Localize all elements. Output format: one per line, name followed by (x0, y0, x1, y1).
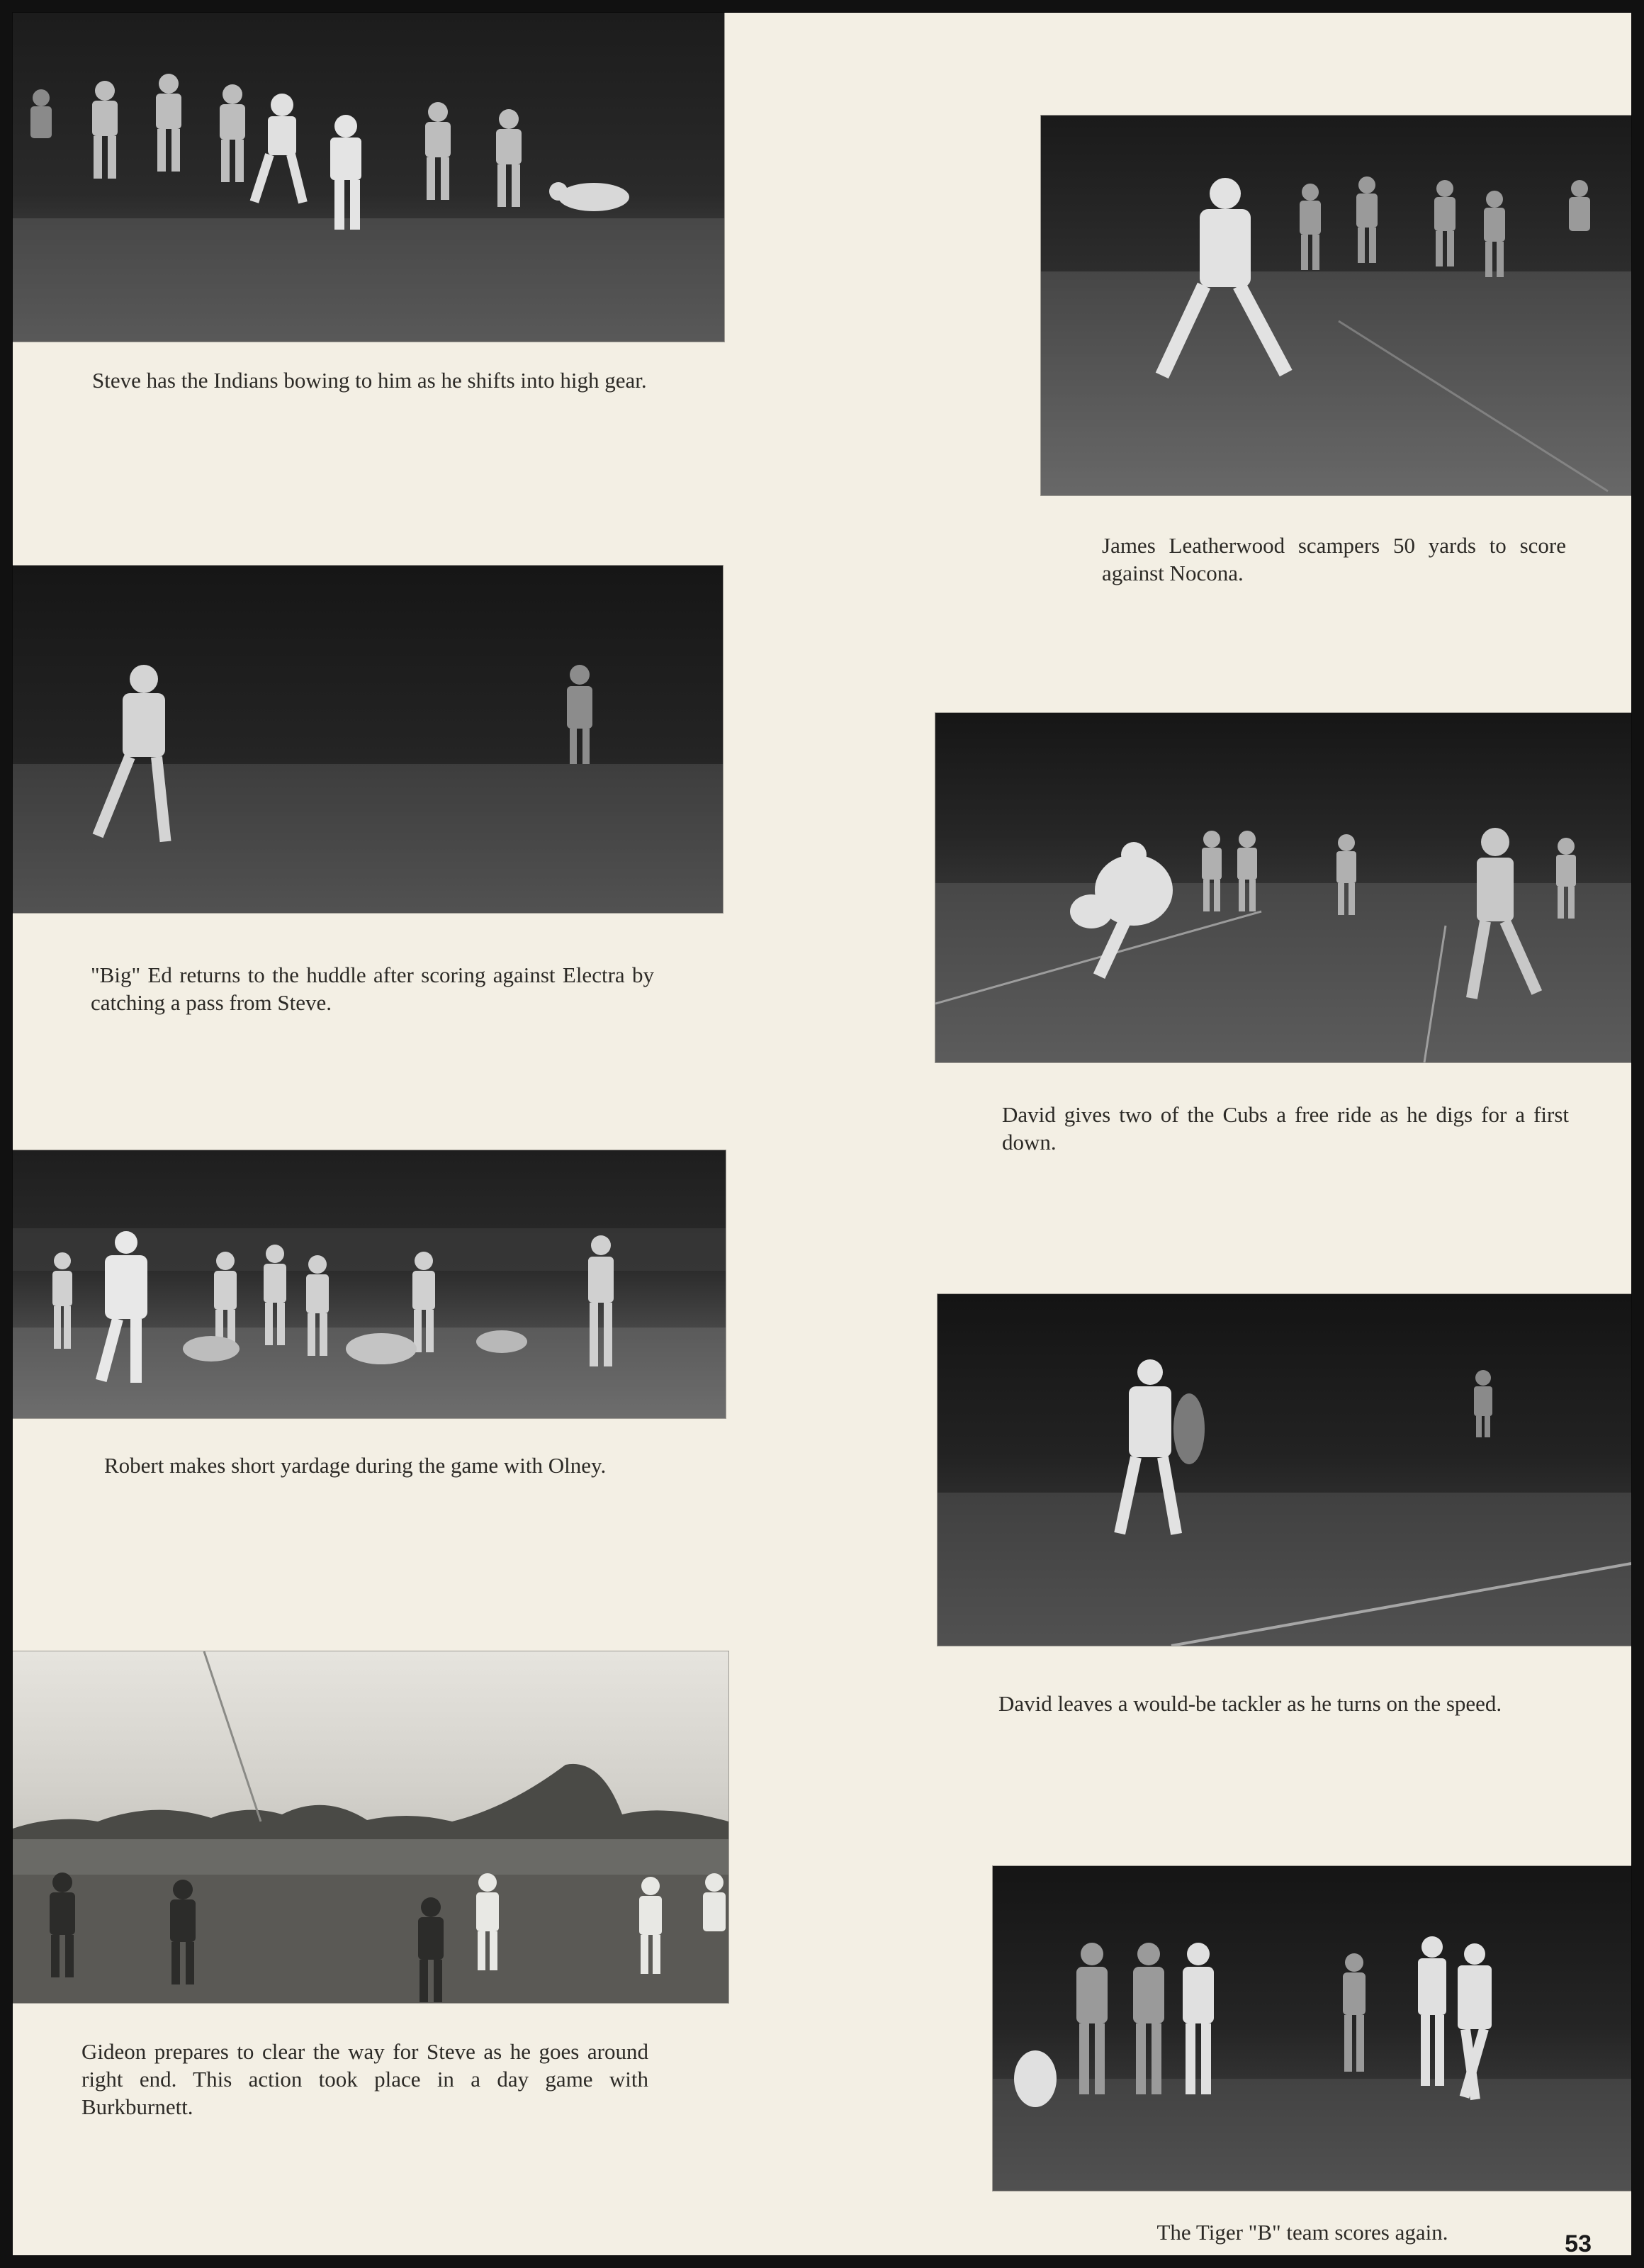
caption-photo-2: "Big" Ed returns to the huddle after scoring against Electra by catching a pass from Steve. (91, 962, 654, 1015)
photo-david-leaves-tackler (938, 1294, 1631, 1646)
caption-photo-8: The Tiger "B" team scores again. (1156, 2220, 1448, 2245)
photo-david-free-ride (935, 713, 1631, 1062)
photo-gideon-clears-way (13, 1651, 728, 2003)
photo-1-image (13, 13, 724, 342)
photo-4-image (13, 1651, 728, 2003)
caption-photo-1: Steve has the Indians bowing to him as he shifts into high gear. (92, 368, 647, 393)
yearbook-page (13, 13, 1631, 2255)
photo-5-image (1041, 116, 1631, 495)
photo-7-image (938, 1294, 1631, 1646)
photo-robert-short-yardage (13, 1150, 726, 1418)
photo-steve-shifts-gear (13, 13, 724, 342)
page-number: 53 (1565, 2230, 1592, 2257)
photo-james-leatherwood-scampers (1041, 116, 1631, 495)
caption-photo-4: Gideon prepares to clear the way for Steve as he goes around right end. This action took place in a day game with Burkburnett. (81, 2039, 648, 2119)
caption-photo-7: David leaves a would-be tackler as he turns on the speed. (998, 1691, 1502, 1716)
photo-8-image (993, 1866, 1631, 2191)
caption-photo-3: Robert makes short yardage during the game with Olney. (104, 1453, 607, 1478)
photo-3-image (13, 1150, 726, 1418)
photo-tiger-b-team (993, 1866, 1631, 2191)
caption-photo-5: James Leatherwood scampers 50 yards to score against Nocona. (1102, 533, 1566, 585)
photo-2-image (13, 566, 723, 913)
photo-big-ed-returns (13, 566, 723, 913)
caption-photo-6: David gives two of the Cubs a free ride as he digs for a first down. (1002, 1102, 1569, 1155)
photo-6-image (935, 713, 1631, 1062)
